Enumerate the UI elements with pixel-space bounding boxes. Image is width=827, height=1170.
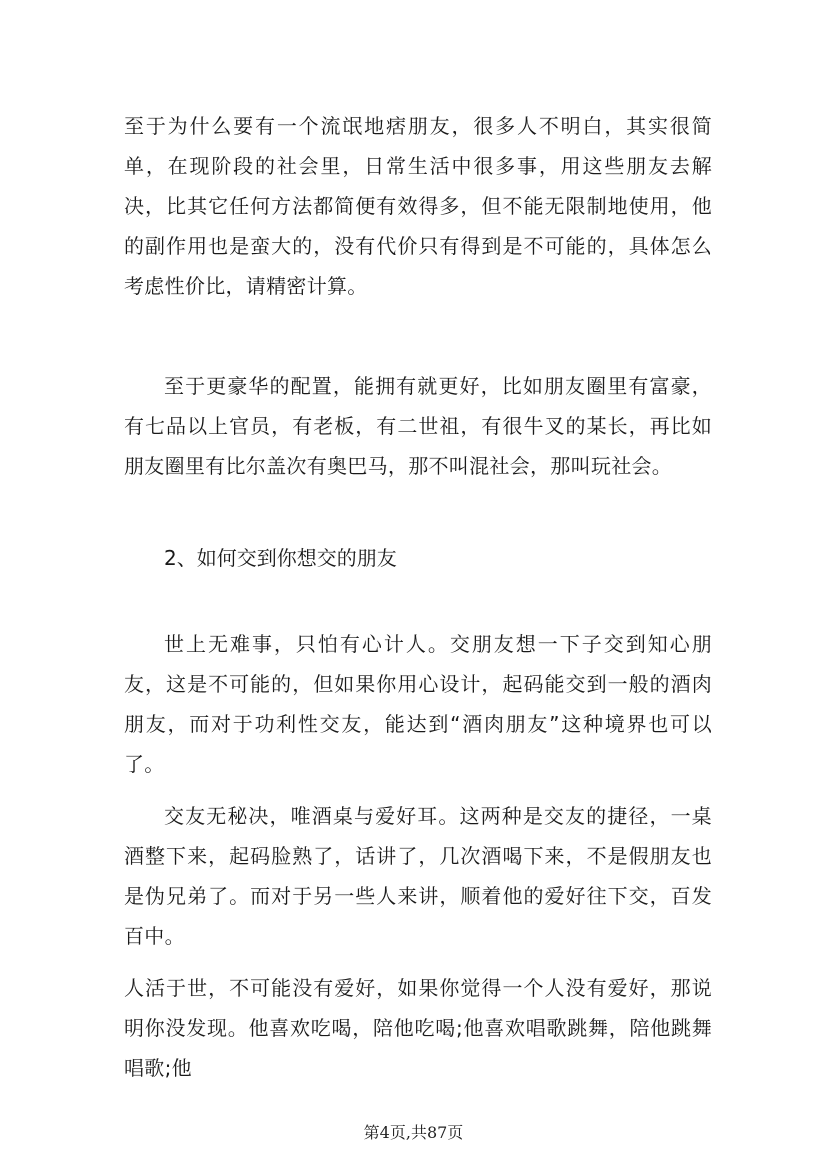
paragraph-1: 至于为什么要有一个流氓地痞朋友，很多人不明白，其实很简单，在现阶段的社会里，日常生活中很多事，用这些朋友去解决，比其它任何方法都简便有效得多，但不能无限制地使用，他的副作用也是蛮大的，没有代价只有得到是不可能的，具体怎么考虑性价比，请精密计算。 <box>124 114 712 298</box>
section-heading: 2、如何交到你想交的朋友 <box>164 546 397 570</box>
paragraph-3: 世上无难事，只怕有心计人。交朋友想一下子交到知心朋友，这是不可能的，但如果你用心设计，起码能交到一般的酒肉朋友，而对于功利性交友，能达到“酒肉朋友”这种境界也可以了。 <box>124 632 712 776</box>
paragraph-2: 至于更豪华的配置，能拥有就更好，比如朋友圈里有富豪，有七品以上官员，有老板，有二世祖，有很牛叉的某长，再比如朋友圈里有比尔盖次有奥巴马，那不叫混社会，那叫玩社会。 <box>124 374 712 478</box>
page-number-footer: 第4页,共87页 <box>363 1123 464 1142</box>
paragraph-5: 人活于世，不可能没有爱好，如果你觉得一个人没有爱好，那说明你没发现。他喜欢吃喝，陪他吃喝;他喜欢唱歌跳舞，陪他跳舞唱歌;他 <box>124 976 712 1080</box>
paragraph-4: 交友无秘决，唯酒桌与爱好耳。这两种是交友的捷径，一桌酒整下来，起码脸熟了，话讲了，几次酒喝下来，不是假朋友也是伪兄弟了。而对于另一些人来讲，顺着他的爱好往下交，百发百中。 <box>124 804 712 948</box>
